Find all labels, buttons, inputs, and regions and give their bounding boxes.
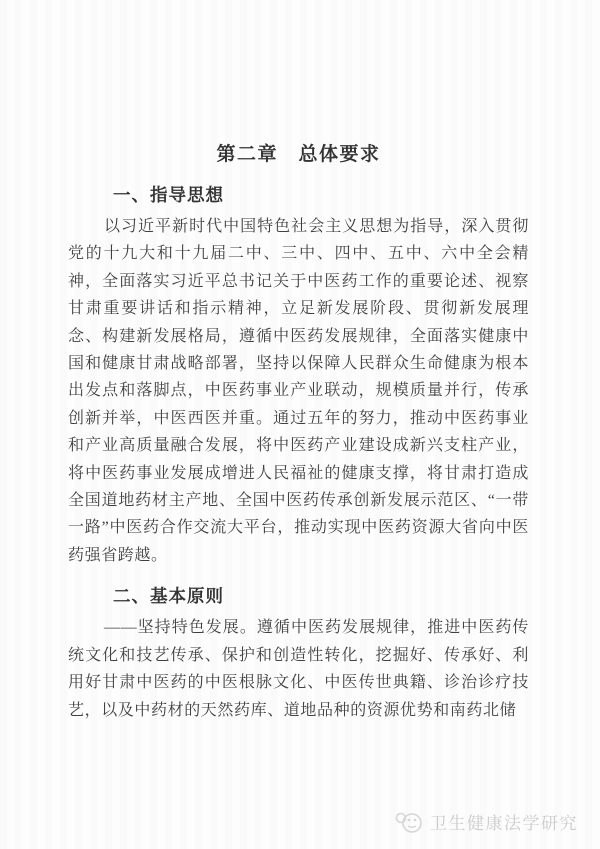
section-basic-principles xyxy=(68,586,529,724)
section-1-heading: 一、指导思想 xyxy=(113,185,224,205)
section-2-paragraph: ——坚持特色发展。遵循中医药发展规律，推进中医药传统文化和技艺传承、保护和创造性转化，挖掘好、传承好、利用好甘肃中医药的中医根脉文化、中医传世典籍、诊治诊疗技艺，以及中药材的天然药库、道地品种的资源优势和南药北储 xyxy=(68,619,529,719)
section-2-heading: 二、基本原则 xyxy=(113,586,224,607)
round-mascot-logo-icon xyxy=(394,810,424,834)
chapter-title: 第二章 总体要求 xyxy=(216,144,381,165)
watermark xyxy=(394,809,578,834)
section-guiding-ideology xyxy=(68,185,529,569)
watermark-text: 卫生健康法学研究 xyxy=(430,814,578,833)
section-1-paragraph: 以习近平新时代中国特色社会主义思想为指导，深入贯彻党的十九大和十九届二中、三中、四中、五中、六中全会精神，全面落实习近平总书记关于中医药工作的重要论述、视察甘肃重要讲话和指示精神，立足新发展阶段、贯彻新发展理念、构建新发展格局，遵循中医药发展规律，全面落实健康中国和健康甘肃战略部署，坚持以保障人民群众生命健康为根本出发点和落脚点，中医药事业产业联动，规模质量并行，传承创新并举，中医西医并重。通过五年的努力，推动中医药事业和产业高质量融合发展，将中医药产业建设成新兴支柱产业，将中医药事业发展成增进人民福祉的健康支撑，将甘肃打造成全国道地药材主产地、全国中医药传承创新发展示范区、“一带一路”中医药合作交流大平台，推动实现中医药资源大省向中医药强省跨越。 xyxy=(68,218,529,564)
